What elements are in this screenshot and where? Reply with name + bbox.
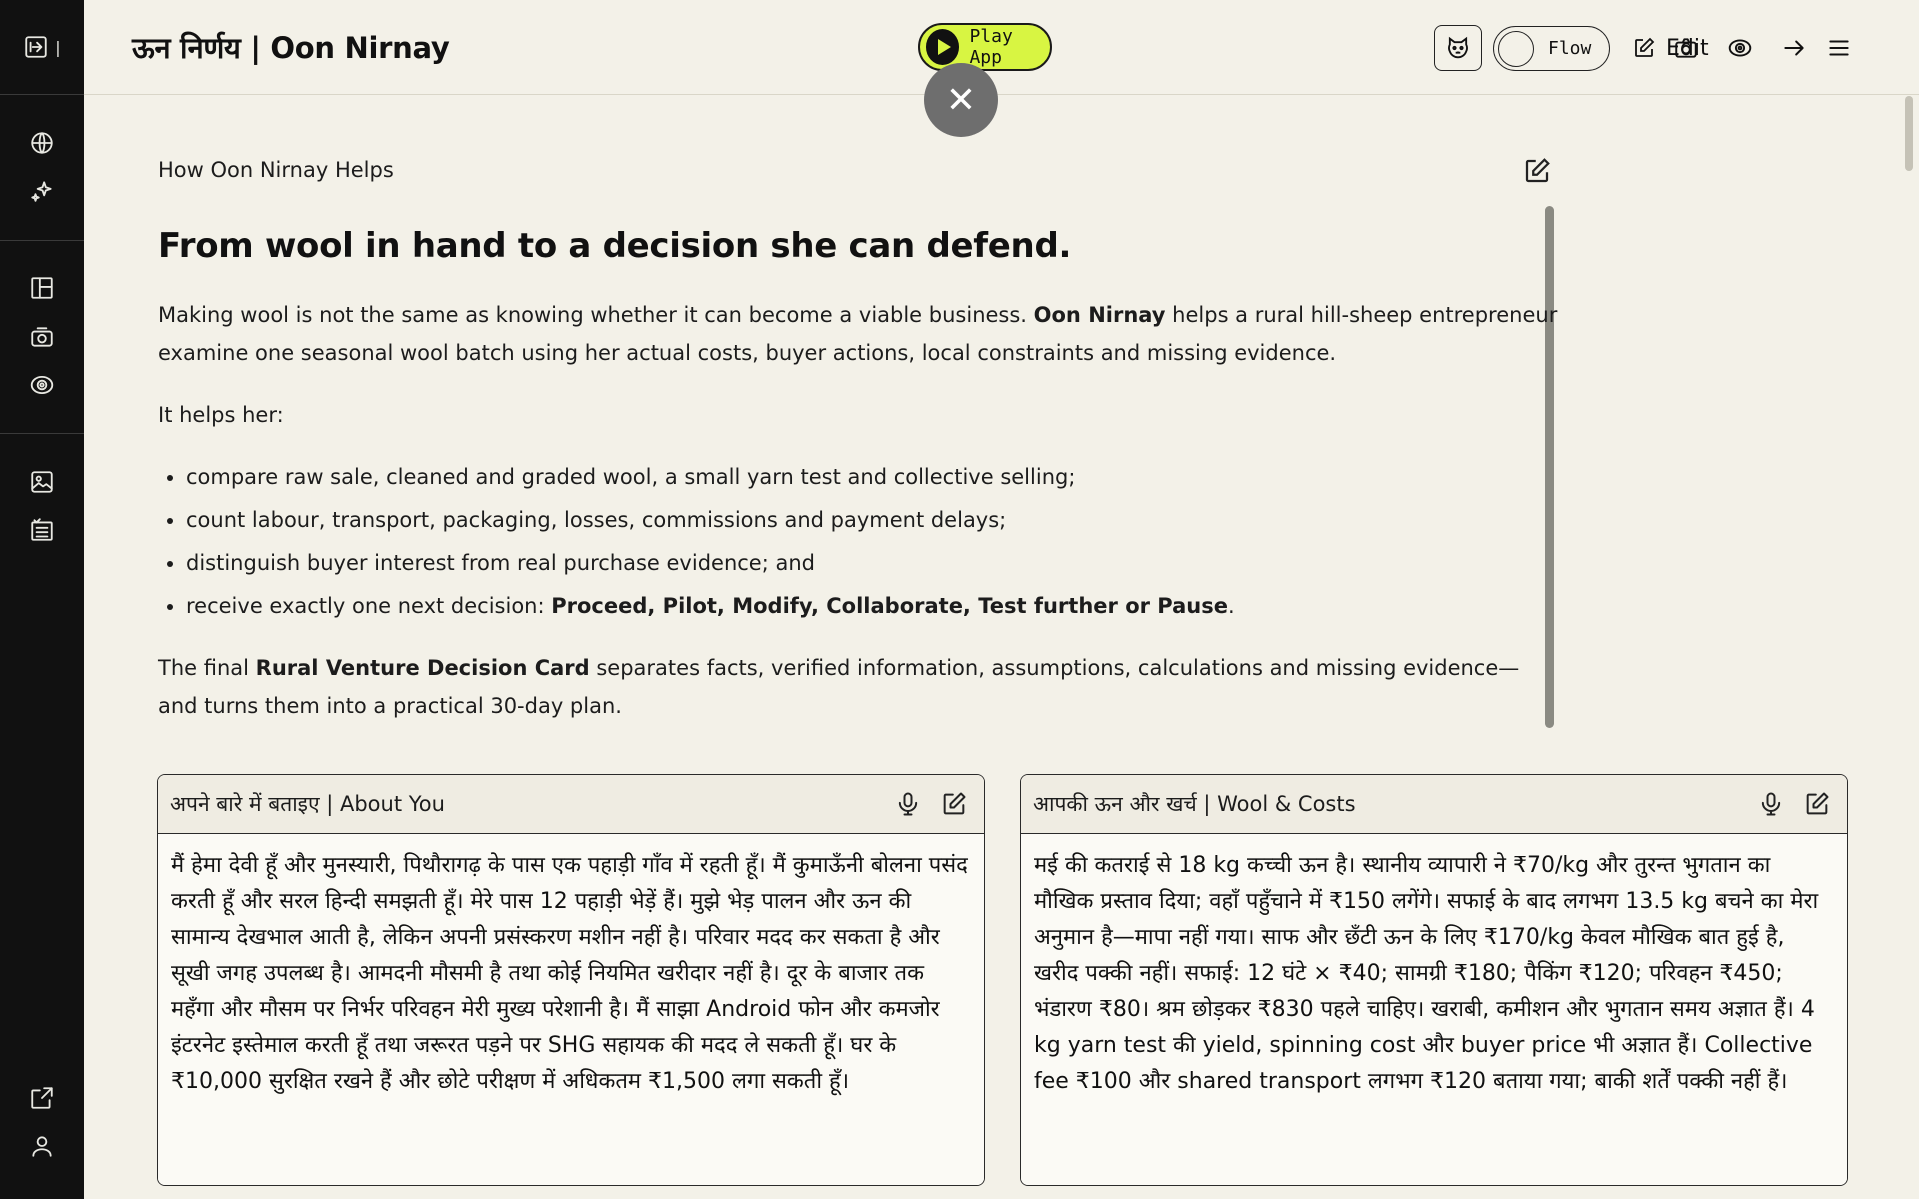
final-text: The final [158, 656, 256, 680]
arrow-right-icon [1781, 35, 1807, 61]
cat-icon [1444, 34, 1472, 62]
cat-mascot-button[interactable] [1434, 25, 1482, 71]
list-item: • count labour, transport, packaging, losses, commissions and payment delays; [186, 501, 1558, 539]
sidebar-item-eye[interactable] [22, 365, 62, 405]
about-you-card-title: अपने बारे में बताइए | About You [170, 792, 445, 816]
forward-button[interactable] [1778, 32, 1810, 64]
final-bold: Rural Venture Decision Card [255, 656, 590, 680]
user-icon [29, 1133, 55, 1159]
list-item: • compare raw sale, cleaned and graded wool, a small yarn test and collective selling; [186, 458, 1558, 496]
about-you-card [157, 774, 985, 1186]
intro-bold: Oon Nirnay [1033, 303, 1166, 327]
sidebar-item-layout[interactable] [22, 268, 62, 308]
sidebar-item-share[interactable] [22, 1078, 62, 1118]
flow-toggle[interactable] [1493, 26, 1610, 71]
intro-text-cont: helps a rural hill-sheep entrepreneur examine one seasonal wool batch using her actual costs, buyer actions, local constraints and missing evidence. [158, 303, 1558, 365]
sidebar-group-1 [0, 96, 84, 241]
intro-text: Making wool is not the same as knowing whether it can become a viable business. [158, 303, 1034, 327]
edit-label: Edit [1666, 35, 1709, 61]
screenshot-button[interactable] [1670, 32, 1702, 64]
wool-costs-card-header [1021, 775, 1847, 834]
bullet4-end: . [1227, 594, 1235, 618]
preview-button[interactable] [1724, 32, 1756, 64]
menu-button[interactable] [1823, 32, 1855, 64]
list-checklist-icon [29, 517, 55, 543]
eye-icon [29, 372, 55, 398]
microphone-icon [894, 790, 922, 818]
section-heading: From wool in hand to a decision she can defend. [158, 226, 1072, 266]
share-icon [29, 1085, 55, 1111]
sidebar-top [0, 0, 84, 95]
section-header: How Oon Nirnay Helps [158, 158, 394, 182]
flow-toggle-knob [1498, 31, 1534, 67]
sidebar-divider-glyph: | [55, 37, 61, 57]
wool-costs-mic-button[interactable] [1753, 786, 1789, 822]
sidebar-group-2 [0, 241, 84, 434]
section-edit-button[interactable] [1522, 156, 1556, 190]
left-sidebar [0, 0, 84, 1199]
sidebar-item-gallery[interactable] [22, 462, 62, 502]
sidebar-item-checklist[interactable] [22, 510, 62, 550]
final-paragraph [158, 649, 1558, 725]
helps-list [186, 458, 1558, 625]
sidebar-item-camera[interactable] [22, 317, 62, 357]
about-you-edit-button[interactable] [936, 786, 972, 822]
final-text-cont: separates facts, verified information, assumptions, calculations and missing evidence—and turns them into a practical 30-day plan. [158, 656, 1520, 718]
sidebar-item-globe[interactable] [22, 123, 62, 163]
exit-panel-icon [23, 34, 49, 60]
decision-options: Proceed, Pilot, Modify, Collaborate, Test further or Pause [551, 594, 1228, 618]
exit-panel-button[interactable] [18, 27, 66, 67]
wool-costs-card-title: आपकी ऊन और खर्च | Wool & Costs [1033, 792, 1356, 816]
wool-costs-edit-button[interactable] [1799, 786, 1835, 822]
helps-label: It helps her: [158, 403, 284, 427]
play-icon [926, 29, 959, 65]
list-item: • distinguish buyer interest from real purchase evidence; and [186, 544, 1558, 582]
sidebar-item-sparkles[interactable] [22, 171, 62, 211]
globe-icon [29, 130, 55, 156]
intro-paragraph [158, 296, 1558, 372]
top-bar [84, 0, 1919, 95]
app-title: ऊन निर्णय | Oon Nirnay [132, 31, 450, 65]
about-you-card-header [158, 775, 984, 834]
about-you-mic-button[interactable] [890, 786, 926, 822]
camera-icon [29, 324, 55, 350]
pencil-square-icon [940, 790, 968, 818]
play-app-label: Play App [969, 26, 1013, 68]
sidebar-item-user[interactable] [22, 1126, 62, 1166]
pencil-square-icon [1522, 156, 1552, 186]
bullet4-text: receive exactly one next decision: [186, 594, 552, 618]
camera-icon [1673, 35, 1699, 61]
list-item [186, 587, 1558, 625]
hamburger-menu-icon [1826, 35, 1852, 61]
microphone-icon [1757, 790, 1785, 818]
page-scrollbar[interactable] [1905, 96, 1913, 171]
close-overlay-button[interactable]: ✕ [924, 63, 998, 137]
sparkles-icon [29, 178, 55, 204]
wool-costs-text-area[interactable]: मई की कतराई से 18 kg कच्ची ऊन है। स्थानीय व्यापारी ने ₹70/kg और तुरन्त भुगतान का मौखिक प्रस्ताव दिया; वहाँ पहुँचाने में ₹150 लगेंगे। सफाई के बाद लगभग 13.5 kg बचने का मेरा अनुमान है—मापा नहीं गया। साफ और छँटी ऊन के लिए ₹170/kg केवल मौखिक बात हुई है, खरीद पक्की नहीं। सफाई: 12 घंटे × ₹40; सामग्री ₹180; पैकिंग ₹120; परिवहन ₹450; भंडारण ₹80। श्रम छोड़कर ₹830 पहले चाहिए। खराबी, कमीशन और भुगतान समय अज्ञात हैं। 4 kg yarn test की yield, spinning cost और buyer price भी अज्ञात हैं। Collective fee ₹100 और shared transport लगभग ₹120 बताया गया; बाकी शर्तें पक्की नहीं हैं। [1021, 834, 1847, 1186]
main-content [84, 96, 1919, 1199]
flow-label: Flow [1548, 38, 1592, 59]
section-article [158, 226, 1558, 749]
pencil-square-icon [1632, 36, 1656, 60]
wool-costs-card [1020, 774, 1848, 1186]
eye-icon [1727, 35, 1753, 61]
layout-icon [29, 275, 55, 301]
about-you-text-area[interactable]: मैं हेमा देवी हूँ और मुनस्यारी, पिथौरागढ़ के पास एक पहाड़ी गाँव में रहती हूँ। मैं कुमाऊँनी बोलना पसंद करती हूँ और सरल हिन्दी समझती हूँ। मेरे पास 12 पहाड़ी भेड़ें हैं। मुझे भेड़ पालन और ऊन की सामान्य देखभाल आती है, लेकिन अपनी प्रसंस्करण मशीन नहीं है। परिवार मदद कर सकता है और सूखी जगह उपलब्ध है। आमदनी मौसमी है तथा कोई नियमित खरीदार नहीं है। दूर के बाजार तक महँगा और मौसम पर निर्भर परिवहन मेरी मुख्य परेशानी है। मैं साझा Android फोन और कमजोर इंटरनेट इस्तेमाल करती हूँ तथा जरूरत पड़ने पर SHG सहायक की मदद ले सकती हूँ। घर के ₹10,000 सुरक्षित रखने हैं और छोटे परीक्षण में अधिकतम ₹1,500 लगा सकती हूँ। [158, 834, 984, 1186]
pencil-square-icon [1803, 790, 1831, 818]
play-app-button[interactable] [918, 23, 1052, 71]
image-gallery-icon [29, 469, 55, 495]
